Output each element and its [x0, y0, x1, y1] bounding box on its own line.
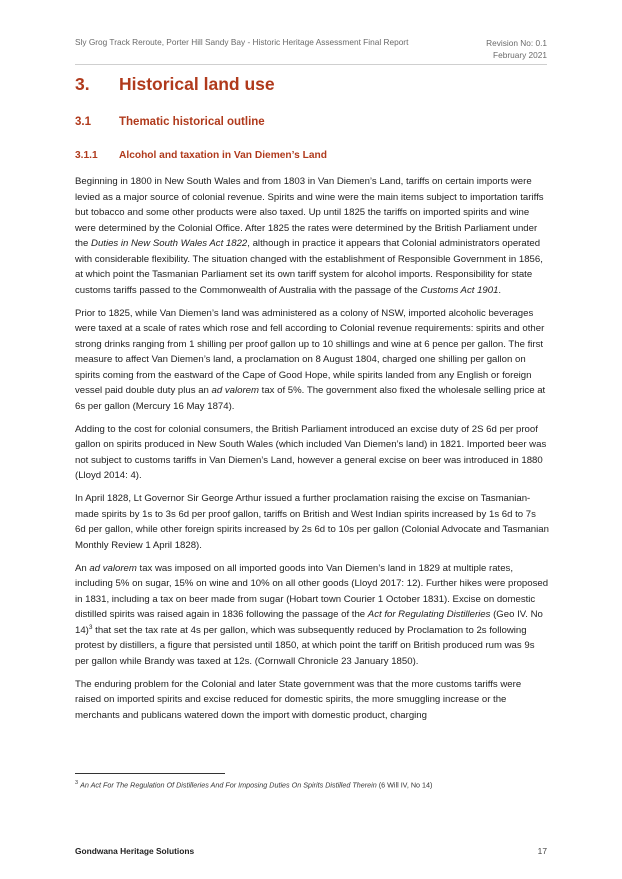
- act-citation: Act for Regulating Distilleries: [367, 609, 491, 620]
- header-revision-block: [486, 37, 547, 61]
- act-citation: Duties in New South Wales Act 1822: [91, 238, 248, 249]
- paragraph: Adding to the cost for colonial consumers, the British Parliament introduced an excise duty of 2S 6d per proof gallon on spirits produced in New South Wales (which included Van Diemen’s land) in 1821. Imported beer was not subject to customs tariffs in Van Diemen’s Land, however a general excise on beer was introduced in 1880 (Lloyd 2014: 4).: [75, 423, 547, 481]
- section-heading: [75, 74, 275, 95]
- page-number: 17: [537, 846, 547, 856]
- section-number: 3.: [75, 74, 90, 94]
- subsection-number: 3.1: [75, 116, 91, 128]
- subsection-title: Thematic historical outline: [119, 116, 265, 128]
- paragraph: Beginning in 1800 in New South Wales and from 1803 in Van Diemen’s Land, tariffs on certain imports were levied as a major source of colonial revenue. Spirits and wine were the main items subject to importation tariffs but tobacco and some other products were also taxed. Up until 1825 the tariffs on imported spirits and wine were determined by the Colonial Office. After 1825 the rates were determined by the British Parliament under the Duties in New South Wales Act 1822, although in practice it appears that Colonial administrators operated with considerable flexibility. The situation changed with the establishment of Responsible Government in 1856, at which point the Tasmanian Parliament set its own tariff system for alcohol imports. Responsibility for state customs tariffs passed to the Commonwealth of Australia with the passage of the Customs Act 1901.: [75, 176, 544, 296]
- subsection-heading: [75, 116, 265, 128]
- body-text: [75, 174, 549, 731]
- footnote: [75, 780, 549, 789]
- footnote-reference: (6 Will IV, No 14): [376, 780, 433, 790]
- header-revision: Revision No: 0.1: [486, 38, 547, 48]
- footnote-divider: [75, 773, 225, 774]
- header-title: Sly Grog Track Reroute, Porter Hill Sandy Bay - Historic Heritage Assessment Final Report: [75, 37, 409, 47]
- footnote-number: 3: [75, 780, 79, 786]
- paragraph: An ad valorem tax was imposed on all imported goods into Van Diemen’s land in 1829 at multiple rates, including 5% on sugar, 15% on wine and 10% on all other goods (Lloyd 2017: 12). Further hikes were proposed in 1831, including a tax on beer made from sugar (Hobart town Courier 1 October 1831). Excise on domestic distilled spirits was raised again in 1836 following the passage of the Act for Regulating Distilleries (Geo IV. No 14)$^3$ that set the tax rate at 4s per gallon, which was subsequently reduced by Proclamation to 2s following protest by distillers, a figure that persisted until 1850, at which point the tariff on British produced rum was 9s per gallon while Brandy was taxed at 12s. (Cornwall Chronicle 23 January 1850).: [75, 562, 549, 667]
- paragraph: The enduring problem for the Colonial and later State government was that the more customs tariffs were raised on imported spirits and excise reduced for domestic spirits, the more smuggling increase or the merchants and publicans watered down the import with domestic product, charging: [75, 678, 522, 721]
- header-date: February 2021: [493, 50, 547, 60]
- subsubsection-number: 3.1.1: [75, 150, 98, 161]
- section-title: Historical land use: [119, 74, 275, 94]
- latin-term: ad valorem: [211, 385, 260, 396]
- paragraph: Prior to 1825, while Van Diemen’s land was administered as a colony of NSW, imported alcoholic beverages were taxed at a scale of rates which rose and fell according to Colonial revenue requirements: spirits and other strong drinks ranging from 1 shilling per proof gallon up to 10 shillings and wine at 6 pence per gallon. The first measure to affect Van Diemen’s land, a proclamation on 8 August 1804, charged one shilling per gallon on spirits coming from the eastward of the Cape of Good Hope, while spirits landed from any English or foreign vessel paid double duty plus an ad valorem tax of 5%. The government also fixed the wholesale selling price at 6s per gallon (Mercury 16 May 1874).: [75, 307, 546, 412]
- paragraph: In April 1828, Lt Governor Sir George Arthur issued a further proclamation raising the excise on Tasmanian-made spirits by 1s to 3s 6d per proof gallon, tariffs on British and West Indian spirits increased by 1s 6d to 7s 6d per gallon, while other foreign spirits increased by 2s 6d to 10s per gallon (Colonial Advocate and Tasmanian Monthly Review 1 April 1828).: [75, 493, 549, 551]
- footnote-title: An Act For The Regulation Of Distilleries And For Imposing Duties On Spirits Distilled Therein: [80, 780, 377, 790]
- header-divider: [75, 64, 547, 65]
- subsubsection-title: Alcohol and taxation in Van Diemen’s Land: [119, 150, 327, 161]
- act-citation: Customs Act 1901: [420, 284, 499, 296]
- latin-term: ad valorem: [89, 562, 137, 574]
- footnote-marker[interactable]: 3: [88, 623, 93, 631]
- footer-organization: Gondwana Heritage Solutions: [75, 846, 195, 856]
- subsubsection-heading: [75, 150, 327, 161]
